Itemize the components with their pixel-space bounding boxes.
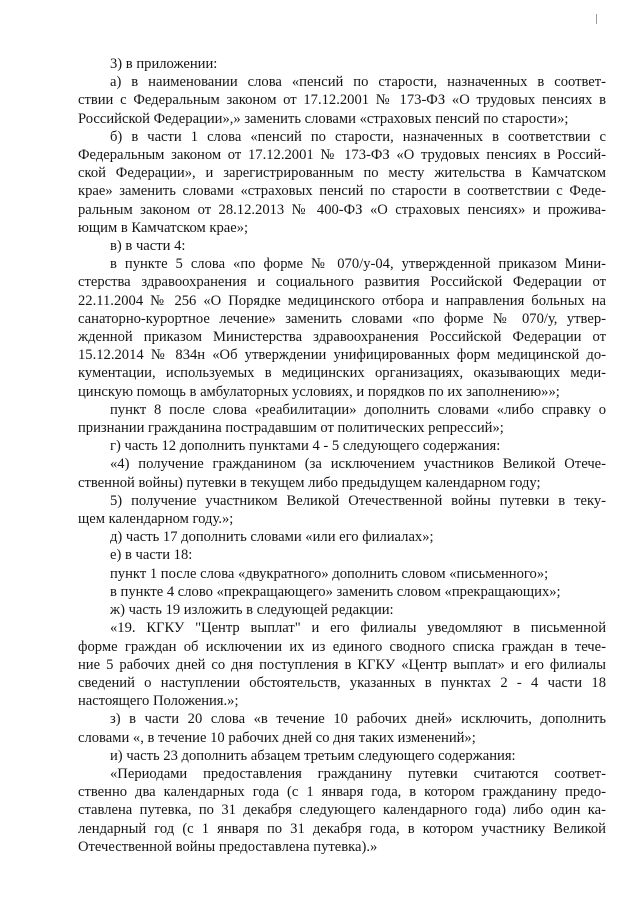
text-line: ставлена путевка, по 31 декабря следующего календарного года) либо один ка- bbox=[78, 802, 606, 819]
text-line: в пункте 4 слово «прекращающего» заменить словом «прекращающих»; bbox=[110, 583, 561, 600]
text-line: словами «, в течение 10 рабочих дней со дня таких изменений»; bbox=[78, 729, 476, 746]
text-line: настоящего Положения.»; bbox=[78, 693, 239, 710]
text-line: в) в части 4: bbox=[110, 238, 186, 255]
text-line: «19. КГКУ "Центр выплат" и его филиалы уведомляют в письменной bbox=[110, 620, 606, 637]
text-line: жденной приказом Министерства здравоохранения Российской Федерации от bbox=[78, 329, 606, 346]
text-line: а) в наименовании слова «пенсий по старости, назначенных в соответ- bbox=[110, 74, 606, 91]
text-line: кументации, используемых в медицинских организациях, оказывающих меди- bbox=[78, 365, 606, 382]
text-line: стерства здравоохранения и социального развития Российской Федерации от bbox=[78, 274, 606, 291]
text-line: сведений о наступлении обстоятельств, указанных в пунктах 2 - 4 части 18 bbox=[78, 674, 606, 691]
text-line: д) часть 17 дополнить словами «или его филиалах»; bbox=[110, 529, 434, 546]
text-line: Российской Федерации»,» заменить словами «страховых пенсий по старости»; bbox=[78, 110, 569, 127]
text-line: и) часть 23 дополнить абзацем третьим следующего содержания: bbox=[110, 747, 516, 764]
text-line: ственно два календарных года (с 1 января года, в котором гражданину предо- bbox=[78, 784, 606, 801]
text-line: форме граждан об исключении их из единого сводного списка граждан в тече- bbox=[78, 638, 606, 655]
text-line: Федеральным законом от 17.12.2001 № 173-ФЗ «О трудовых пенсиях в Россий- bbox=[78, 147, 606, 164]
text-line: щем календарном году.»; bbox=[78, 511, 234, 528]
text-line: ние 5 рабочих дней со дня поступления в КГКУ «Центр выплат» и его филиалы bbox=[78, 656, 606, 673]
text-line: Отечественной войны предоставлена путевка).» bbox=[78, 838, 378, 855]
text-line: санаторно-курортное лечение» заменить словами «по форме № 070/у, утвер- bbox=[78, 310, 606, 327]
text-line: лендарный год (с 1 января по 31 декабря года, в котором участнику Великой bbox=[78, 820, 606, 837]
text-line: 22.11.2004 № 256 «О Порядке медицинского отбора и направления больных на bbox=[78, 292, 606, 309]
text-line: в пункте 5 слова «по форме № 070/у-04, утвержденной приказом Мини- bbox=[110, 256, 606, 273]
text-line: б) в части 1 слова «пенсий по старости, назначенных в соответствии с bbox=[110, 128, 606, 145]
text-line: е) в части 18: bbox=[110, 547, 193, 564]
text-line: признании гражданина пострадавшим от политических репрессий»; bbox=[78, 420, 504, 437]
text-line: ющим в Камчатском крае»; bbox=[78, 219, 249, 236]
text-line: 15.12.2014 № 834н «Об утверждении унифицированных форм медицинской до- bbox=[78, 347, 606, 364]
text-line: ствии с Федеральным законом от 17.12.2001 № 173-ФЗ «О трудовых пенсиях в bbox=[78, 92, 606, 109]
document-text bbox=[78, 55, 606, 856]
text-line: 5) получение участником Великой Отечественной войны путевки в теку- bbox=[110, 492, 606, 509]
page-edge-mark bbox=[596, 14, 597, 24]
text-line: «4) получение гражданином (за исключением участников Великой Отече- bbox=[110, 456, 606, 473]
text-line: пункт 8 после слова «реабилитации» дополнить словами «либо справку о bbox=[110, 401, 606, 418]
text-line: «Периодами предоставления гражданину путевки считаются соответ- bbox=[110, 765, 606, 782]
text-line: ской Федерации», и зарегистрированным по месту жительства в Камчатском bbox=[78, 165, 606, 182]
text-line: цинскую помощь в амбулаторных условиях, и порядков по их заполнению»»; bbox=[78, 383, 560, 400]
text-line: ственной войны) путевки в текущем либо предыдущем календарном году; bbox=[78, 474, 541, 491]
text-line: ж) часть 19 изложить в следующей редакции: bbox=[110, 602, 394, 619]
text-line: з) в части 20 слова «в течение 10 рабочих дней» исключить, дополнить bbox=[110, 711, 606, 728]
text-line: г) часть 12 дополнить пунктами 4 - 5 следующего содержания: bbox=[110, 438, 501, 455]
text-line: крае» заменить словами «страховых пенсий по старости в соответствии с Феде- bbox=[78, 183, 606, 200]
text-line: ральным законом от 28.12.2013 № 400-ФЗ «О страховых пенсиях» и прожива- bbox=[78, 201, 606, 218]
text-line: пункт 1 после слова «двукратного» дополнить словом «письменного»; bbox=[110, 565, 549, 582]
text-line: 3) в приложении: bbox=[110, 56, 218, 72]
